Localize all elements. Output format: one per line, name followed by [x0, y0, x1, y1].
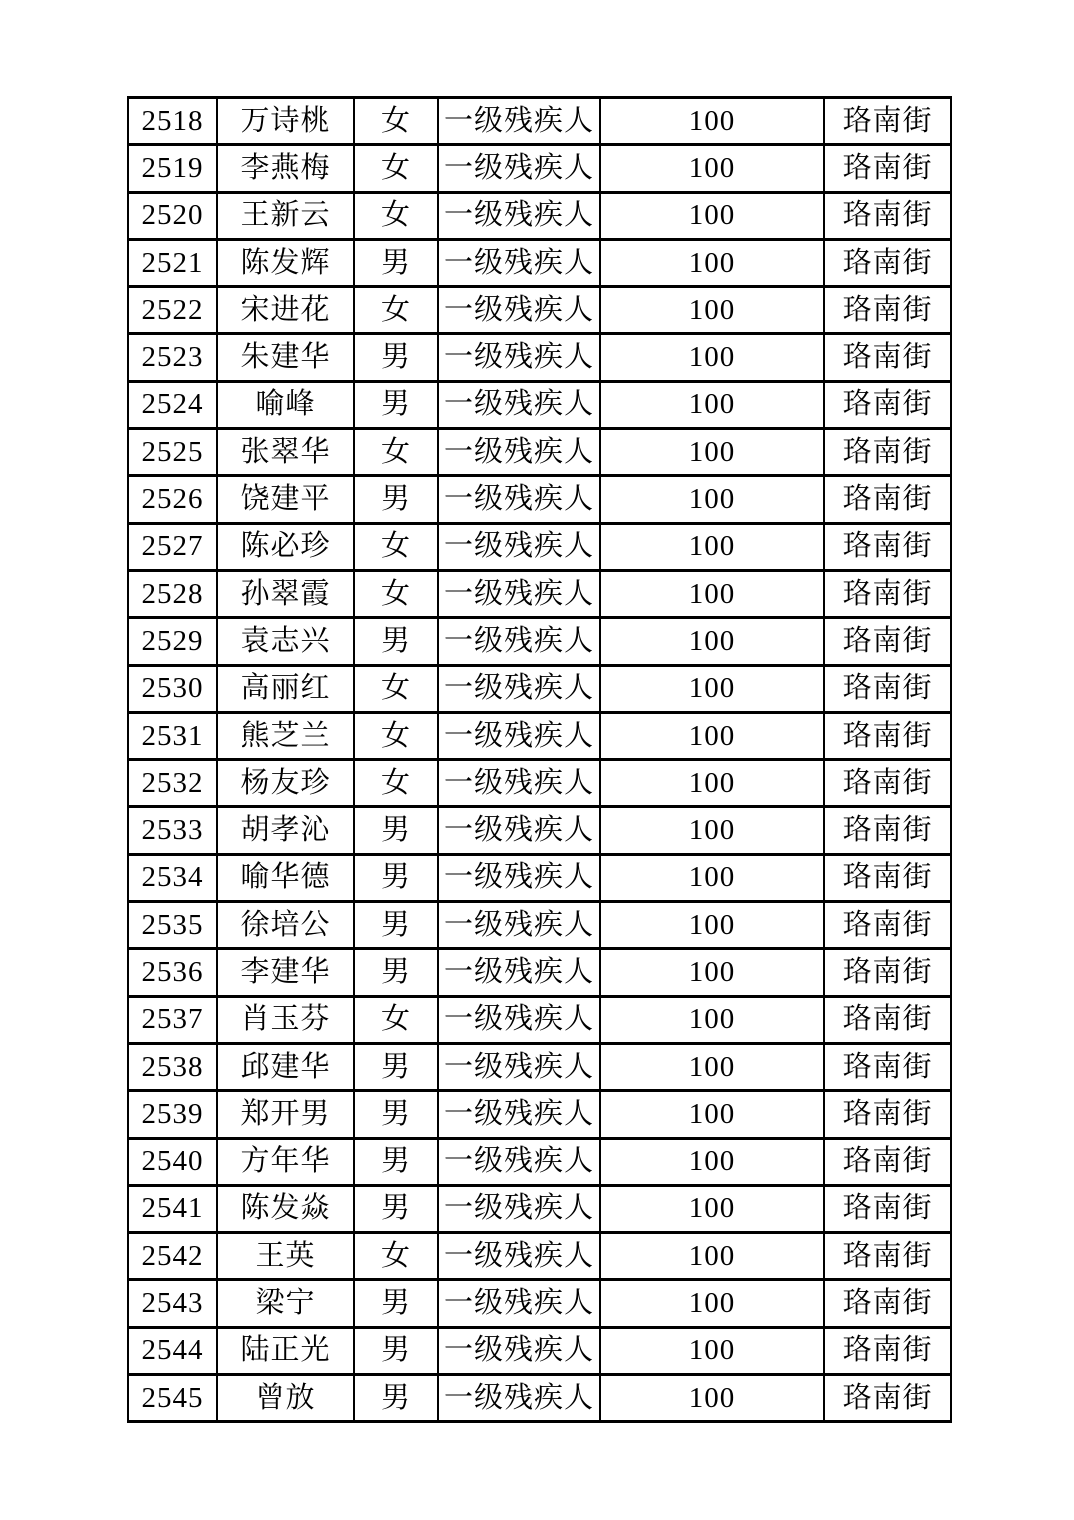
- table-cell-amount: 100: [600, 98, 824, 145]
- table-cell-name: 肖玉芬: [217, 996, 354, 1043]
- table-cell-category: 一级残疾人: [438, 287, 600, 334]
- table-cell-street: 珞南街: [824, 523, 951, 570]
- beneficiary-table: [127, 96, 952, 1423]
- table-cell-gender: 女: [354, 98, 438, 145]
- table-cell-id: 2544: [128, 1327, 217, 1374]
- table-cell-gender: 女: [354, 1233, 438, 1280]
- table-cell-street: 珞南街: [824, 1233, 951, 1280]
- table-cell-amount: 100: [600, 1233, 824, 1280]
- table-row: [128, 570, 951, 617]
- table-cell-id: 2525: [128, 429, 217, 476]
- table-cell-street: 珞南街: [824, 902, 951, 949]
- table-cell-category: 一级残疾人: [438, 854, 600, 901]
- table-cell-category: 一级残疾人: [438, 712, 600, 759]
- table-cell-street: 珞南街: [824, 854, 951, 901]
- table-cell-amount: 100: [600, 570, 824, 617]
- table-cell-street: 珞南街: [824, 192, 951, 239]
- table-cell-name: 李建华: [217, 949, 354, 996]
- table-cell-street: 珞南街: [824, 949, 951, 996]
- table-cell-amount: 100: [600, 807, 824, 854]
- table-cell-gender: 女: [354, 192, 438, 239]
- table-cell-name: 陈发辉: [217, 239, 354, 286]
- table-cell-id: 2539: [128, 1091, 217, 1138]
- table-row: [128, 334, 951, 381]
- table-cell-id: 2542: [128, 1233, 217, 1280]
- table-cell-gender: 男: [354, 1327, 438, 1374]
- table-cell-category: 一级残疾人: [438, 902, 600, 949]
- table-cell-street: 珞南街: [824, 429, 951, 476]
- table-cell-amount: 100: [600, 996, 824, 1043]
- table-cell-amount: 100: [600, 239, 824, 286]
- table-cell-name: 陈必珍: [217, 523, 354, 570]
- table-cell-category: 一级残疾人: [438, 1185, 600, 1232]
- table-cell-id: 2521: [128, 239, 217, 286]
- table-cell-category: 一级残疾人: [438, 665, 600, 712]
- table-cell-name: 万诗桃: [217, 98, 354, 145]
- table-cell-category: 一级残疾人: [438, 145, 600, 192]
- table-cell-category: 一级残疾人: [438, 192, 600, 239]
- table-cell-amount: 100: [600, 381, 824, 428]
- table-cell-street: 珞南街: [824, 476, 951, 523]
- table-cell-street: 珞南街: [824, 618, 951, 665]
- table-cell-id: 2523: [128, 334, 217, 381]
- table-cell-id: 2518: [128, 98, 217, 145]
- table-cell-amount: 100: [600, 192, 824, 239]
- table-cell-name: 邱建华: [217, 1043, 354, 1090]
- table-cell-gender: 男: [354, 854, 438, 901]
- table-row: [128, 523, 951, 570]
- table-cell-name: 李燕梅: [217, 145, 354, 192]
- table-cell-amount: 100: [600, 854, 824, 901]
- table-cell-street: 珞南街: [824, 98, 951, 145]
- table-cell-street: 珞南街: [824, 145, 951, 192]
- table-cell-gender: 女: [354, 996, 438, 1043]
- table-cell-amount: 100: [600, 1091, 824, 1138]
- table-cell-street: 珞南街: [824, 665, 951, 712]
- table-cell-gender: 女: [354, 760, 438, 807]
- table-cell-street: 珞南街: [824, 807, 951, 854]
- table-cell-amount: 100: [600, 1280, 824, 1327]
- table-cell-category: 一级残疾人: [438, 1233, 600, 1280]
- table-cell-street: 珞南街: [824, 1375, 951, 1422]
- table-cell-amount: 100: [600, 1185, 824, 1232]
- table-cell-category: 一级残疾人: [438, 1327, 600, 1374]
- table-cell-name: 熊芝兰: [217, 712, 354, 759]
- table-row: [128, 949, 951, 996]
- table-row: [128, 854, 951, 901]
- table-cell-name: 曾放: [217, 1375, 354, 1422]
- table-cell-gender: 男: [354, 1138, 438, 1185]
- table-cell-gender: 男: [354, 1185, 438, 1232]
- table-cell-street: 珞南街: [824, 996, 951, 1043]
- table-row: [128, 1091, 951, 1138]
- table-cell-amount: 100: [600, 145, 824, 192]
- table-row: [128, 145, 951, 192]
- table-cell-category: 一级残疾人: [438, 429, 600, 476]
- table-cell-category: 一级残疾人: [438, 760, 600, 807]
- table-cell-amount: 100: [600, 665, 824, 712]
- table-cell-street: 珞南街: [824, 1185, 951, 1232]
- table-cell-id: 2534: [128, 854, 217, 901]
- table-row: [128, 239, 951, 286]
- table-cell-gender: 男: [354, 1043, 438, 1090]
- table-cell-gender: 男: [354, 1280, 438, 1327]
- table-cell-gender: 男: [354, 239, 438, 286]
- table-cell-name: 王英: [217, 1233, 354, 1280]
- table-row: [128, 381, 951, 428]
- table-cell-gender: 男: [354, 902, 438, 949]
- table-cell-id: 2532: [128, 760, 217, 807]
- table-cell-category: 一级残疾人: [438, 618, 600, 665]
- table-row: [128, 429, 951, 476]
- table-cell-street: 珞南街: [824, 1280, 951, 1327]
- table-cell-street: 珞南街: [824, 1043, 951, 1090]
- table-row: [128, 192, 951, 239]
- table-cell-amount: 100: [600, 712, 824, 759]
- table-cell-gender: 女: [354, 287, 438, 334]
- table-cell-id: 2520: [128, 192, 217, 239]
- table-cell-category: 一级残疾人: [438, 807, 600, 854]
- table-cell-amount: 100: [600, 1138, 824, 1185]
- table-row: [128, 1043, 951, 1090]
- table-cell-gender: 女: [354, 523, 438, 570]
- table-cell-gender: 男: [354, 1375, 438, 1422]
- table-cell-gender: 男: [354, 807, 438, 854]
- table-cell-id: 2529: [128, 618, 217, 665]
- table-cell-name: 高丽红: [217, 665, 354, 712]
- table-cell-category: 一级残疾人: [438, 1280, 600, 1327]
- table-cell-name: 梁宁: [217, 1280, 354, 1327]
- table-cell-amount: 100: [600, 287, 824, 334]
- table-cell-name: 喻峰: [217, 381, 354, 428]
- table-row: [128, 902, 951, 949]
- table-cell-street: 珞南街: [824, 1091, 951, 1138]
- table-cell-name: 胡孝沁: [217, 807, 354, 854]
- table-cell-street: 珞南街: [824, 287, 951, 334]
- table-row: [128, 1185, 951, 1232]
- table-cell-street: 珞南街: [824, 570, 951, 617]
- table-cell-amount: 100: [600, 760, 824, 807]
- table-cell-amount: 100: [600, 429, 824, 476]
- table-cell-category: 一级残疾人: [438, 1138, 600, 1185]
- table-cell-category: 一级残疾人: [438, 98, 600, 145]
- table-cell-name: 徐培公: [217, 902, 354, 949]
- table-cell-amount: 100: [600, 1375, 824, 1422]
- table-cell-gender: 男: [354, 381, 438, 428]
- table-cell-id: 2522: [128, 287, 217, 334]
- table-row: [128, 665, 951, 712]
- table-cell-street: 珞南街: [824, 381, 951, 428]
- table-cell-gender: 女: [354, 712, 438, 759]
- table-cell-gender: 男: [354, 476, 438, 523]
- table-row: [128, 760, 951, 807]
- table-cell-amount: 100: [600, 1043, 824, 1090]
- table-cell-id: 2531: [128, 712, 217, 759]
- table-cell-name: 陈发焱: [217, 1185, 354, 1232]
- table-cell-name: 方年华: [217, 1138, 354, 1185]
- table-cell-category: 一级残疾人: [438, 476, 600, 523]
- table-cell-gender: 女: [354, 429, 438, 476]
- table-cell-id: 2526: [128, 476, 217, 523]
- table-cell-name: 陆正光: [217, 1327, 354, 1374]
- table-cell-id: 2545: [128, 1375, 217, 1422]
- table-cell-category: 一级残疾人: [438, 239, 600, 286]
- table-cell-category: 一级残疾人: [438, 523, 600, 570]
- table-cell-street: 珞南街: [824, 712, 951, 759]
- table-cell-amount: 100: [600, 618, 824, 665]
- table-row: [128, 996, 951, 1043]
- table-cell-id: 2543: [128, 1280, 217, 1327]
- table-cell-category: 一级残疾人: [438, 1091, 600, 1138]
- table-row: [128, 98, 951, 145]
- table-cell-street: 珞南街: [824, 760, 951, 807]
- table-row: [128, 1327, 951, 1374]
- table-cell-name: 袁志兴: [217, 618, 354, 665]
- table-cell-category: 一级残疾人: [438, 1043, 600, 1090]
- table-row: [128, 618, 951, 665]
- table-row: [128, 476, 951, 523]
- table-cell-gender: 男: [354, 618, 438, 665]
- table-cell-amount: 100: [600, 476, 824, 523]
- table-cell-name: 郑开男: [217, 1091, 354, 1138]
- table-cell-name: 孙翠霞: [217, 570, 354, 617]
- table-cell-name: 杨友珍: [217, 760, 354, 807]
- table-cell-category: 一级残疾人: [438, 1375, 600, 1422]
- table-row: [128, 712, 951, 759]
- table-row: [128, 287, 951, 334]
- table-cell-category: 一级残疾人: [438, 996, 600, 1043]
- table-cell-street: 珞南街: [824, 1138, 951, 1185]
- table-cell-amount: 100: [600, 902, 824, 949]
- table-cell-name: 张翠华: [217, 429, 354, 476]
- table-row: [128, 1280, 951, 1327]
- table-cell-amount: 100: [600, 1327, 824, 1374]
- table-cell-gender: 女: [354, 665, 438, 712]
- table-cell-id: 2535: [128, 902, 217, 949]
- table-cell-id: 2524: [128, 381, 217, 428]
- table-cell-gender: 男: [354, 1091, 438, 1138]
- table-cell-name: 朱建华: [217, 334, 354, 381]
- table-cell-amount: 100: [600, 949, 824, 996]
- table-cell-category: 一级残疾人: [438, 334, 600, 381]
- table-row: [128, 1375, 951, 1422]
- table-cell-name: 喻华德: [217, 854, 354, 901]
- table-cell-id: 2528: [128, 570, 217, 617]
- table-cell-gender: 女: [354, 145, 438, 192]
- table-cell-category: 一级残疾人: [438, 381, 600, 428]
- table-cell-gender: 男: [354, 334, 438, 381]
- table-cell-id: 2536: [128, 949, 217, 996]
- table-cell-id: 2527: [128, 523, 217, 570]
- table-cell-id: 2533: [128, 807, 217, 854]
- table-row: [128, 1233, 951, 1280]
- table-cell-name: 饶建平: [217, 476, 354, 523]
- table-row: [128, 807, 951, 854]
- table-cell-id: 2530: [128, 665, 217, 712]
- table-cell-street: 珞南街: [824, 1327, 951, 1374]
- table-cell-gender: 男: [354, 949, 438, 996]
- table-cell-id: 2537: [128, 996, 217, 1043]
- table-cell-gender: 女: [354, 570, 438, 617]
- table-cell-category: 一级残疾人: [438, 949, 600, 996]
- table-cell-amount: 100: [600, 523, 824, 570]
- table-cell-name: 王新云: [217, 192, 354, 239]
- table-cell-category: 一级残疾人: [438, 570, 600, 617]
- table-cell-id: 2541: [128, 1185, 217, 1232]
- table-cell-id: 2540: [128, 1138, 217, 1185]
- table-cell-street: 珞南街: [824, 334, 951, 381]
- table-cell-id: 2519: [128, 145, 217, 192]
- table-cell-id: 2538: [128, 1043, 217, 1090]
- table-body: [128, 98, 951, 1422]
- table-cell-street: 珞南街: [824, 239, 951, 286]
- table-cell-name: 宋进花: [217, 287, 354, 334]
- table-row: [128, 1138, 951, 1185]
- table-cell-amount: 100: [600, 334, 824, 381]
